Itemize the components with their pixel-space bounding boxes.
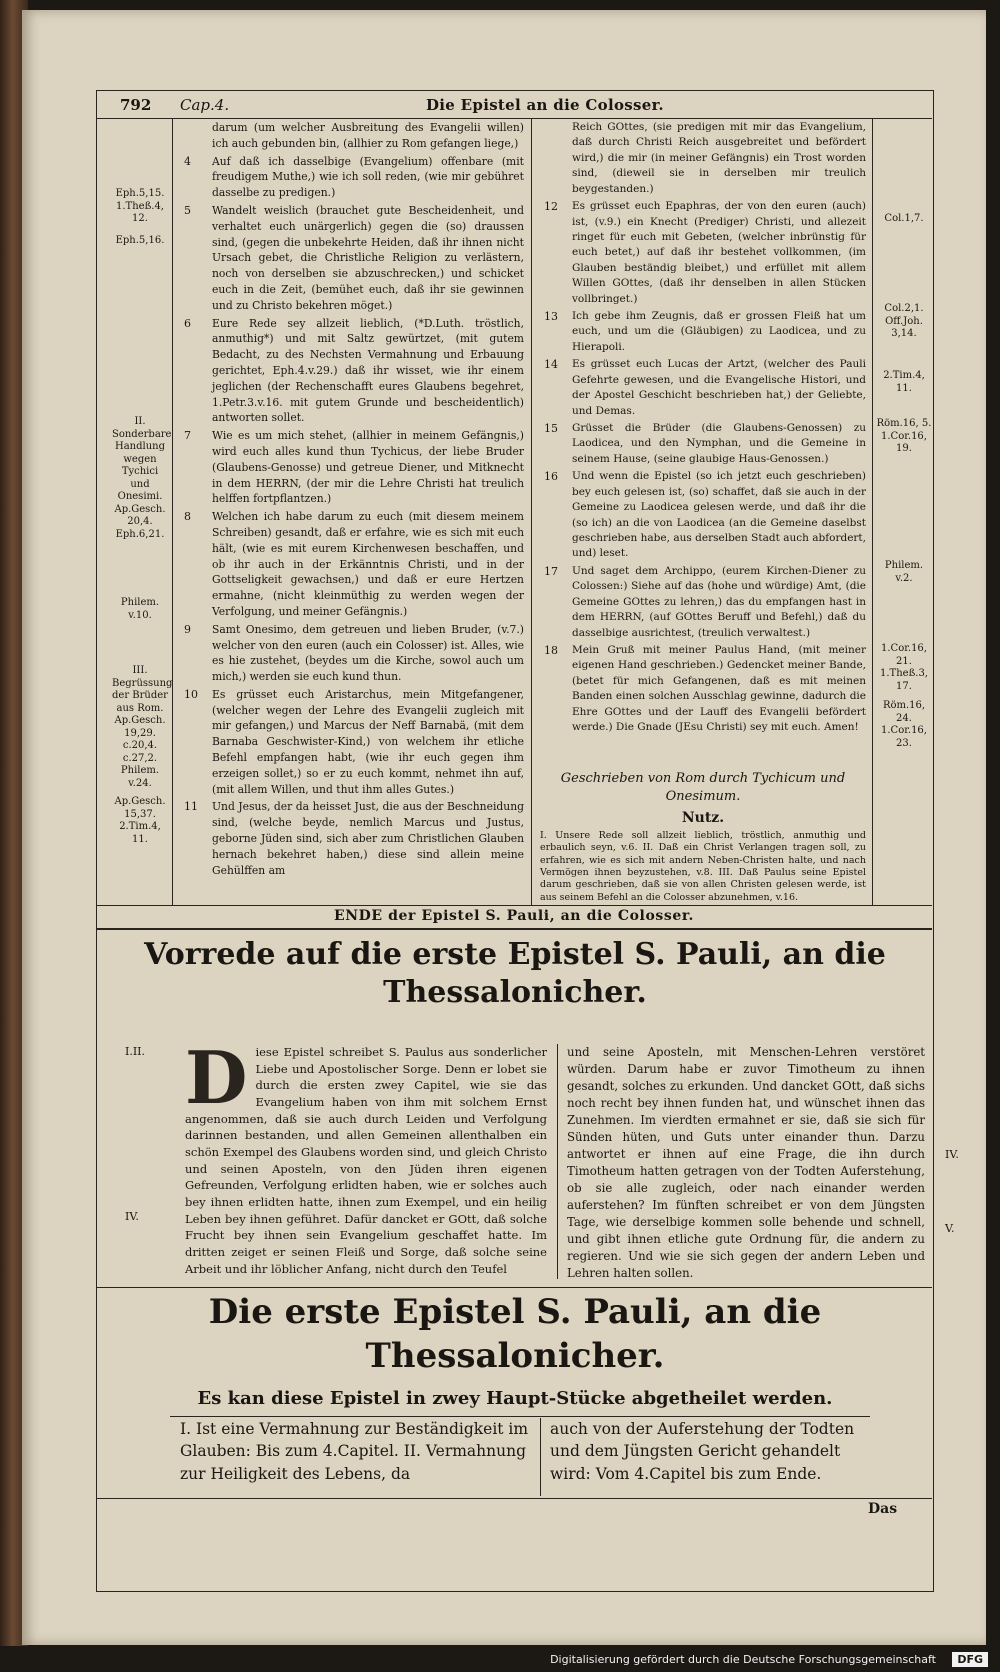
- verse-number: 5: [184, 203, 191, 217]
- marker-4: IV.: [945, 1148, 959, 1161]
- verse: [184, 687, 524, 798]
- verse-text: Mein Gruß mit meiner Paulus Hand, (mit meiner eigenen Hand geschrieben.) Gedencket meiner Bande, (betet für mich Gefangenen, daß es mit meinen Banden einen solchen Ausschlag gewinne, dadurch die Ehre GOttes und der Lauff des Evangelii befördert werde.) Die Gnade (JEsu Christi) sey mit euch. Amen!: [572, 643, 866, 734]
- margin-note: Eph.5,16.: [115, 235, 165, 246]
- verse-number: 4: [184, 154, 191, 168]
- margin-note: Eph.5,15. 1.Theß.4, 12.: [115, 188, 165, 224]
- verse: [184, 203, 524, 314]
- verse-text: Es grüsset euch Aristarchus, mein Mitgefangener, (welcher wegen der Lehre des Evangelii zugleich mit mir gefangen,) und Marcus der Neff Barnabä, (mit dem Barnaba Geschwister-Kind,) von welchem ihr etliche Befehl empfangen habt, (wie ihr euch gegen ihm erzeigen sollet,) so er zu euch kommt, nehmet ihn auf, (mit allem Willen, und thut ihm alles Gutes.): [212, 687, 524, 796]
- margin-note: III. Begrüssung der Brüder aus Rom. Ap.Gesch. 19,29. c.20,4. c.27,2. Philem. v.24.: [112, 665, 173, 789]
- verse-text: Und saget dem Archippo, (eurem Kirchen-Diener zu Colossen:) Siehe auf das (hohe und würdige) Amt, (die Gemeine GOttes zu lehren,) das du empfangen hast in dem HERRN, (auf GOttes Beruff und Befehl,) daß du dasselbige ausrichtest, (treulich verwaltest.): [572, 564, 866, 639]
- verse-number: 16: [544, 470, 558, 484]
- dfg-logo: DFG: [952, 1652, 988, 1667]
- verse: [184, 316, 524, 427]
- marker-5: V.: [945, 1222, 955, 1235]
- margin-note: 2.Tim.4, 11.: [883, 370, 925, 394]
- margin-note: Philem. v.2.: [884, 560, 924, 584]
- verse: [184, 428, 524, 507]
- verse: [184, 154, 524, 201]
- preface-left-text: iese Epistel schreibet S. Paulus aus sonderlicher Liebe und Apostolischer Sorge. Denn er lobet sie durch die ersten zwey Capitel, wie sie das Evangelium haben von ihm mit solchem Ernst angenommen, daß sie auch durch Leiden und Verfolgung darinnen bestanden, und allen Gemeinen allenthalben ein schön Exempel des Glaubens worden sind, und gleich Christo und seinen Aposteln, von den Jüden ihren eigenen Gefreunden, Verfolgung erlidten haben, wie er solches auch bey ihnen erlidten hatte, ihnen zum Exempel, und ein heilig Leben bey ihnen geführet. Dafür dancket er GOtt, daß solche Frucht bey ihnen sein Evangelium geschaffet hatte. Im dritten zeiget er seinen Fleiß und Sorge, daß solche seine Arbeit und ihr löblicher Anfang, nicht durch den Teufel: [185, 1045, 547, 1276]
- margin-note: Col.1,7.: [884, 213, 924, 224]
- verse: [544, 357, 866, 419]
- verse-text: Samt Onesimo, dem getreuen und lieben Bruder, (v.7.) welcher von den euren (auch ein Colosser) ist. Alles, wie es hie zustehet, (beydes um die Kirche, sowol auch um mich,) werden sie euch kund thun.: [212, 622, 524, 684]
- end-rule-bottom: [96, 928, 932, 930]
- verse: [544, 564, 866, 641]
- verse-text: Und Jesus, der da heisset Just, die aus der Beschneidung sind, (welche beyde, nemlich Marcus und Justus, geborne Jüden sind, sich aber zum Christlichen Glauben hernach bekehret haben,) diese sind allein meine Gehülffen am: [212, 800, 524, 877]
- verse-text: Reich GOttes, (sie predigen mit mir das Evangelium, daß durch Christi Reich ausgebreitet und befördert wird,) die mir (in meiner Gefängnis) ein Trost worden sind, (dieweil sie in derselben mir treulich beygestanden.): [572, 121, 866, 195]
- outline-rule-top: [170, 1416, 870, 1417]
- margin-note: Röm.16, 5. 1.Cor.16, 19.: [876, 418, 932, 454]
- verse-text: Welchen ich habe darum zu euch (mit diesem meinem Schreiben) gesandt, daß er erfahre, wie es sich mit euch hält, (wie es mit eurem Kirchenwesen beschaffen, und ob ihr auch in der Erkänntnis Christi, und in der Gottseligkeit gewachsen,) und daß er eure Hertzen ermahne, (nicht kleinmüthig zu werden wegen der Verfolgung, und meiner Gefängnis.): [212, 510, 524, 618]
- verse: [572, 120, 866, 197]
- right-text-column: [544, 120, 866, 760]
- margin-note: Philem. v.10.: [120, 597, 160, 621]
- outline-left: I. Ist eine Vermahnung zur Beständigkeit im Glauben: Bis zum 4.Capitel. II. Vermahnung zur Heiligkeit des Lebens, da: [180, 1420, 529, 1483]
- verse-text: darum (um welcher Ausbreitung des Evangelii willen) ich auch gebunden bin, (allhier zu Rom gefangen liege,): [212, 121, 524, 150]
- verse-number: 9: [184, 622, 191, 636]
- left-margin-rule: [172, 118, 173, 905]
- verse-text: Grüsset die Brüder (die Glaubens-Genossen) zu Laodicea, und den Nymphan, und die Gemeine in seinem Hause, (seine glaubige Haus-Genossen.): [572, 422, 866, 465]
- verse: [212, 120, 524, 152]
- verse-text: Und wenn die Epistel (so ich jetzt euch geschrieben) bey euch gelesen ist, (so) schaffet, daß sie auch in der Gemeine zu Laodicea gelesen werde, und daß ihr die (so ich) an die von Laodicea (an die Gemeine daselbst geschrieben habe, aus derselben Stadt auch abfordert, und) leset.: [572, 470, 866, 560]
- chapter-label: Cap.4.: [180, 96, 230, 114]
- outline-rule-bottom: [96, 1498, 932, 1499]
- marker-3: IV.: [125, 1210, 139, 1223]
- verse: [544, 309, 866, 355]
- epistle-title-line2: Thessalonicher.: [365, 1336, 665, 1376]
- verse-number: 11: [184, 800, 198, 814]
- catchword: Das: [868, 1501, 898, 1517]
- verse: [184, 509, 524, 620]
- verse-text: Auf daß ich dasselbige (Evangelium) offenbare (mit freudigem Muthe,) wie ich soll reden, (wie mir gebühret dasselbe zu predigen.): [212, 154, 524, 200]
- margin-note: Col.2,1. Off.Joh. 3,14.: [884, 303, 924, 339]
- margin-note: II. Sonderbare Handlung wegen Tychici und Onesimi. Ap.Gesch. 20,4. Eph.6,21.: [112, 416, 172, 540]
- margin-note: 1.Cor.16, 21. 1.Theß.3, 17.: [880, 643, 928, 692]
- verse-number: 8: [184, 510, 191, 524]
- nutz-text: I. Unsere Rede soll allzeit lieblich, tröstlich, anmuthig und erbaulich seyn, v.6. II. Daß ein Christ Verlangen tragen soll, zu erfahren, wie es sich mit andern Neben-Christen halte, und nach Vermögen ihnen beyzustehen, v.8. III. Daß Paulus seine Epistel darum geschrieben, daß sie von allen Christen gelesen werde, ist aus seinem Befehl an die Colosser abzunehmen, v.16.: [540, 830, 866, 903]
- nutz-heading: Nutz.: [681, 810, 725, 826]
- verse-number: 10: [184, 687, 198, 701]
- preface-title: [110, 936, 920, 1012]
- verse-number: 13: [544, 310, 558, 324]
- page-number: 792: [120, 96, 152, 114]
- verse-text: Ich gebe ihm Zeugnis, daß er grossen Fleiß hat um euch, und um die (Gläubigen) zu Laodicea, und zu Hierapoli.: [572, 310, 866, 353]
- epistle-subtitle: Es kan diese Epistel in zwey Haupt-Stücke abgetheilet werden.: [197, 1388, 833, 1409]
- marker-1-2: I.II.: [125, 1045, 146, 1058]
- preface-title-line1: Vorrede auf die erste Epistel S. Pauli, an die: [144, 937, 886, 972]
- preface-right-column: und seine Aposteln, mit Menschen-Lehren verstöret würden. Darum habe er zuvor Timotheum zu ihnen gesandt, solches zu erkunden. Und dancket GOtt, daß sichs noch recht bey ihnen funden hat, und wünschet ihnen das Zunehmen. Im vierdten ermahnet er sie, daß sie sich für Sünden hüten, und Guts unter einander thun. Darzu antwortet er ihnen auf eine Frage, die ihn durch Timotheum hatten getragen von der Todten Auferstehung, ob sie alle zugleich, oder nach einander werden auferstehen? Im fünften schreibet er von dem Jüngsten Tage, wie derselbige kommen solle behende und schnell, und gibt ihnen etliche gute Ordnung für, die andern zu regieren. Und wie sie sich gegen der andern Leben und Lehren halten sollen.: [567, 1045, 925, 1281]
- outline-divider: [540, 1418, 541, 1496]
- verse-text: Wandelt weislich (brauchet gute Bescheidenheit, und verhaltet euch unärgerlich) gegen die (so) draussen sind, (gegen die unbekehrte Heiden, daß ihr ihnen nicht Ursach gebet, die Christliche Religion zu verlästern, noch von derselben sie abzuschrecken,) und schicket euch in die Zeit, (bemühet euch, daß ihr sie gewinnen und zu Christo bekehren möget.): [212, 203, 524, 312]
- preface-title-line2: Thessalonicher.: [383, 975, 647, 1010]
- verse-text: Es grüsset euch Epaphras, der von den euren (auch) ist, (v.9.) ein Knecht (Prediger) Christi, und allezeit ringet für euch mit Gebeten, (welcher inbrünstig für euch betet,) auf daß ihr bestehet vollkommen, (im Glauben beständig bleibet,) und erfüllet mit allem Willen GOttes, (daß ihr denselben in allen Stücken vollbringet.): [572, 200, 866, 305]
- verse-number: 12: [544, 200, 558, 214]
- verse: [184, 622, 524, 685]
- epistle-title: [110, 1290, 920, 1378]
- column-divider: [531, 118, 532, 905]
- running-header: [96, 96, 932, 118]
- epistle-rule: [96, 1287, 932, 1288]
- drop-cap: D: [185, 1035, 248, 1120]
- verse: [184, 799, 524, 878]
- verse-number: 15: [544, 422, 558, 436]
- preface-left-column: [185, 1035, 547, 1284]
- verse-text: Es grüsset euch Lucas der Artzt, (welcher des Pauli Gefehrte gewesen, und die Evangelische Histori, und der Apostel Geschicht beschrieben hat,) der Geliebte, und Demas.: [572, 358, 866, 417]
- verse: [544, 643, 866, 736]
- right-margin-rule: [872, 118, 873, 905]
- verse: [544, 199, 866, 307]
- verse-number: 6: [184, 316, 191, 330]
- verse-number: 18: [544, 643, 558, 657]
- left-text-column: [184, 120, 524, 900]
- outline-right: auch von der Auferstehung der Todten und dem Jüngsten Gericht gehandelt wird: Vom 4.Capitel bis zum Ende.: [550, 1420, 855, 1483]
- end-rule-top: [96, 905, 932, 906]
- epistle-title-line1: Die erste Epistel S. Pauli, an die: [208, 1292, 822, 1332]
- running-title: Die Epistel an die Colosser.: [426, 96, 664, 114]
- subscript: Geschrieben von Rom durch Tychicum und Onesimum.: [560, 771, 846, 804]
- preface-column-divider: [557, 1044, 558, 1279]
- margin-note: Ap.Gesch. 15,37. 2.Tim.4, 11.: [114, 796, 166, 845]
- verse-number: 7: [184, 429, 191, 443]
- verse-number: 17: [544, 564, 558, 578]
- verse: [544, 421, 866, 467]
- verse: [544, 469, 866, 562]
- verse-text: Eure Rede sey allzeit lieblich, (*D.Luth. tröstlich, anmuthig*) und mit Saltz gewürtzet, (mit gutem Bedacht, zu des Nechsten Vermahnung und Erbauung gerichtet, Eph.4.v.29.) daß ihr wisset, wie ihr einem jeglichen (der Rechenschafft eures Glaubens begehret, 1.Petr.3.v.16. mit gutem Grunde und bescheidentlich) antworten sollet.: [212, 316, 524, 425]
- margin-note: Röm.16, 24. 1.Cor.16, 23.: [881, 700, 927, 749]
- verse-text: Wie es um mich stehet, (allhier in meinem Gefängnis,) wird euch alles kund thun Tychicus, der liebe Bruder (Glaubens-Genosse) und getreue Diener, und Mitknecht in dem HERRN, (der mir die Lehre Christi hat treulich helffen fortpflantzen.): [212, 429, 524, 506]
- header-rule: [96, 118, 932, 119]
- footer-credit: Digitalisierung gefördert durch die Deutsche Forschungsgemeinschaft: [550, 1653, 936, 1666]
- verse-number: 14: [544, 358, 558, 372]
- end-of-epistle: ENDE der Epistel S. Pauli, an die Colosser.: [333, 908, 695, 924]
